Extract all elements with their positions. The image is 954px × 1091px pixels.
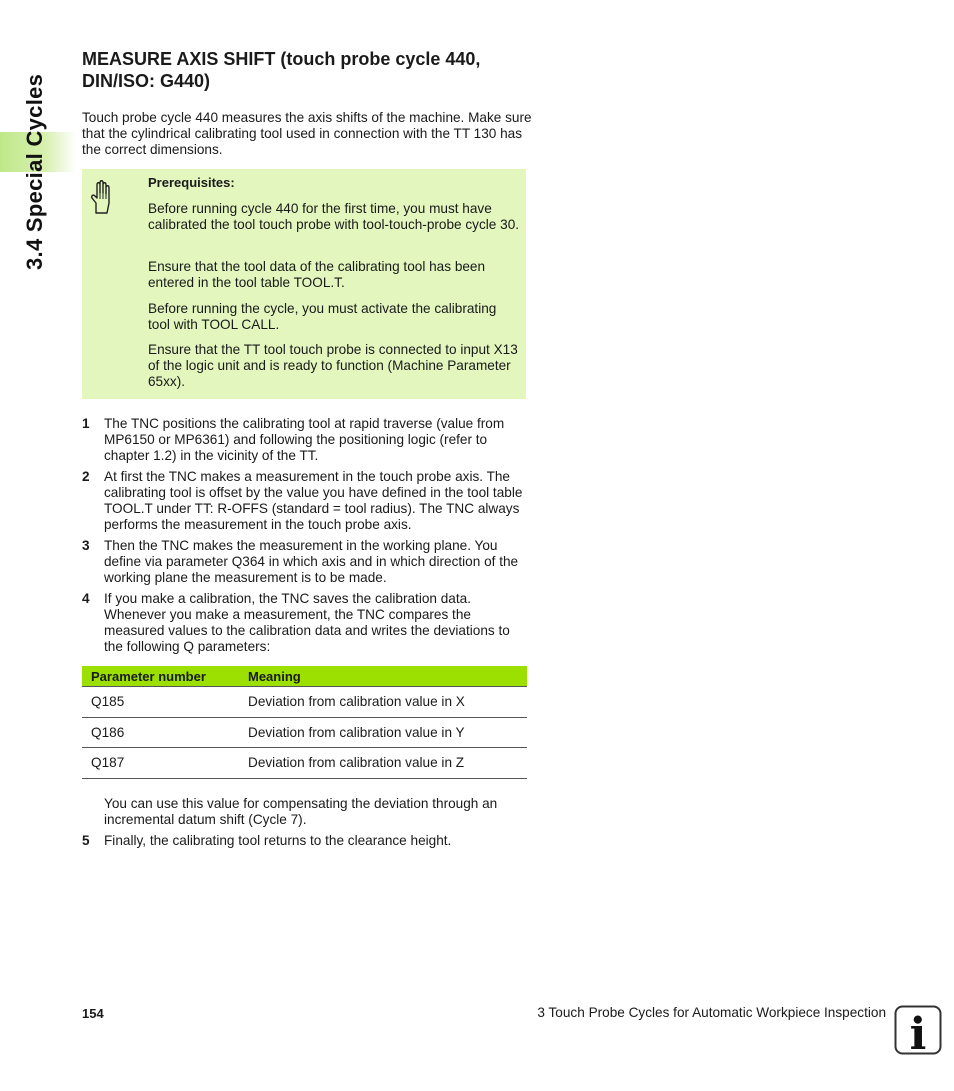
page-number: 154	[82, 1006, 104, 1021]
step-number: 3	[82, 538, 90, 553]
step-text: Finally, the calibrating tool returns to the clearance height.	[104, 833, 452, 848]
note-paragraph: Before running the cycle, you must activate the calibrating tool with TOOL CALL.	[148, 301, 497, 332]
info-icon	[894, 1005, 942, 1055]
table-cell-meaning: Deviation from calibration value in Z	[239, 748, 527, 779]
info-glyph: i	[909, 1009, 927, 1055]
page-heading-line1: MEASURE AXIS SHIFT (touch probe cycle 440,	[82, 49, 481, 69]
step-text: Then the TNC makes the measurement in the working plane. You define via parameter Q364 in which axis and in which direction of the working plane the measurement is to be made.	[104, 538, 519, 585]
note-paragraph: Ensure that the TT tool touch probe is connected to input X13 of the logic unit and is ready to function (Machine Parameter 65xx).	[148, 342, 518, 389]
note-paragraph: Before running cycle 440 for the first time, you must have calibrated the tool touch probe with tool-touch-probe cycle 30.	[148, 201, 520, 232]
intro-paragraph: Touch probe cycle 440 measures the axis shifts of the machine. Make sure that the cylindrical calibrating tool used in connection with the TT 130 has the correct dimensions.	[82, 110, 532, 157]
q-parameter-table	[82, 666, 527, 779]
page-heading-line2: DIN/ISO: G440)	[82, 71, 211, 91]
step-number: 4	[82, 591, 90, 606]
table-cell-parameter: Q186	[82, 717, 239, 748]
note-title: Prerequisites:	[148, 175, 235, 190]
hand-icon	[88, 179, 114, 215]
table-cell-meaning: Deviation from calibration value in X	[239, 687, 527, 718]
step-number: 1	[82, 416, 90, 431]
table-header-row	[82, 666, 527, 687]
table-cell-parameter: Q187	[82, 748, 239, 779]
table-cell-parameter: Q185	[82, 687, 239, 718]
step-number: 2	[82, 469, 90, 484]
column-header-meaning: Meaning	[239, 666, 527, 687]
prerequisites-note	[82, 169, 526, 399]
step-text: If you make a calibration, the TNC saves the calibration data. Whenever you make a measurement, the TNC compares the measured values to the calibration data and writes the deviations to the following Q parameters:	[104, 591, 510, 654]
page-heading	[82, 48, 542, 92]
footer-chapter-title: 3 Touch Probe Cycles for Automatic Workpiece Inspection	[537, 1005, 886, 1020]
note-paragraph: Ensure that the tool data of the calibrating tool has been entered in the tool table TOOL.T.	[148, 259, 486, 290]
table-cell-meaning: Deviation from calibration value in Y	[239, 717, 527, 748]
step-text: The TNC positions the calibrating tool at rapid traverse (value from MP6150 or MP6361) and following the positioning logic (refer to chapter 1.2) in the vicinity of the TT.	[104, 416, 505, 463]
step-text: At first the TNC makes a measurement in the touch probe axis. The calibrating tool is offset by the value you have defined in the tool table TOOL.T under TT: R-OFFS (standard = tool radius). The TNC always performs the measurement in the touch probe axis.	[104, 469, 523, 532]
step-number: 5	[82, 833, 90, 848]
table-row	[82, 717, 527, 748]
column-header-parameter-number: Parameter number	[82, 666, 239, 687]
table-row	[82, 748, 527, 779]
after-table-paragraph: You can use this value for compensating the deviation through an incremental datum shift (Cycle 7).	[104, 796, 498, 827]
table-row	[82, 687, 527, 718]
